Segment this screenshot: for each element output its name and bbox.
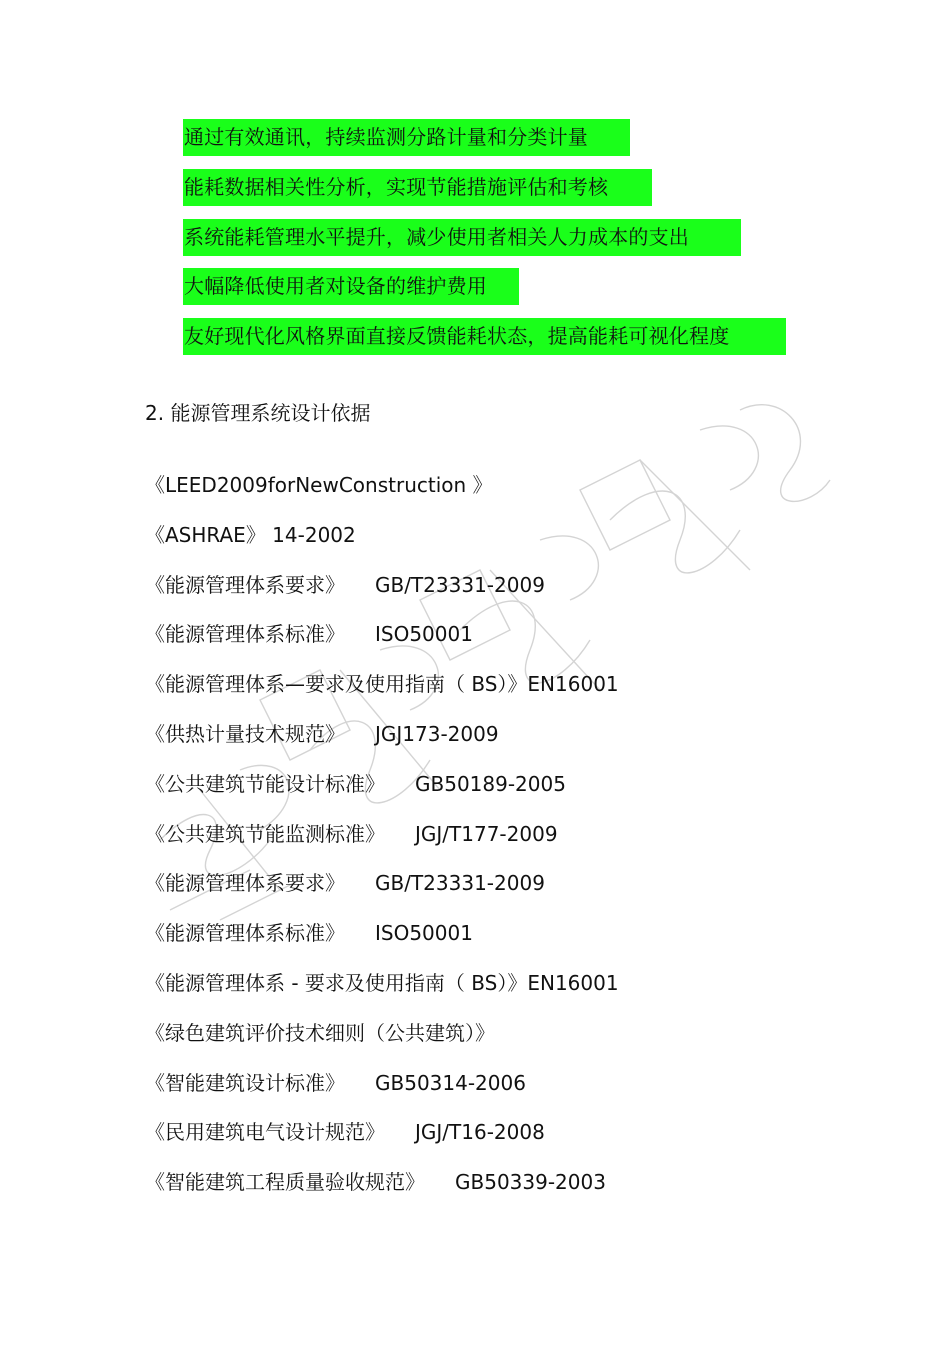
reference-item: 《智能建筑设计标准》 GB50314-2006	[145, 1068, 619, 1118]
reference-code: JGJ/T16-2008	[415, 1120, 545, 1145]
reference-code: GB50339-2003	[455, 1170, 606, 1195]
highlight-line-4: 大幅降低使用者对设备的维护费用	[183, 268, 519, 305]
reference-item: 《公共建筑节能设计标准》 GB50189-2005	[145, 769, 619, 819]
reference-list	[145, 470, 619, 1217]
highlight-line-3: 系统能耗管理水平提升，减少使用者相关人力成本的支出	[183, 219, 741, 256]
reference-item: 《供热计量技术规范》 JGJ173-2009	[145, 719, 619, 769]
reference-item: 《能源管理体系要求》 GB/T23331-2009	[145, 868, 619, 918]
reference-item: 《公共建筑节能监测标准》 JGJ/T177-2009	[145, 819, 619, 869]
reference-item: 《能源管理体系—要求及使用指南（ BS）》EN16001	[145, 672, 619, 697]
reference-code: ISO50001	[375, 622, 473, 647]
reference-item: 《民用建筑电气设计规范》 JGJ/T16-2008	[145, 1117, 619, 1167]
reference-item: 《LEED2009forNewConstruction 》	[145, 473, 493, 497]
reference-item: 《能源管理体系标准》 ISO50001	[145, 619, 619, 669]
reference-item: 《能源管理体系标准》 ISO50001	[145, 918, 619, 968]
reference-code: ISO50001	[375, 921, 473, 946]
section-heading: 2. 能源管理系统设计依据	[145, 401, 371, 425]
reference-code: GB50314-2006	[375, 1070, 526, 1095]
reference-code: GB/T23331-2009	[375, 871, 545, 896]
reference-item: 《ASHRAE》 14-2002	[145, 522, 356, 547]
reference-item: 《智能建筑工程质量验收规范》 GB50339-2003	[145, 1167, 619, 1217]
reference-code: GB50189-2005	[415, 771, 566, 796]
reference-code: JGJ173-2009	[375, 721, 499, 746]
highlight-line-2: 能耗数据相关性分析，实现节能措施评估和考核	[183, 169, 652, 206]
reference-code: JGJ/T177-2009	[415, 821, 558, 846]
highlight-line-1: 通过有效通讯，持续监测分路计量和分类计量	[183, 119, 630, 156]
reference-code: GB/T23331-2009	[375, 572, 545, 597]
highlight-line-5: 友好现代化风格界面直接反馈能耗状态，提高能耗可视化程度	[183, 318, 786, 355]
reference-item: 《能源管理体系 - 要求及使用指南（ BS）》EN16001	[145, 970, 619, 995]
reference-item: 《绿色建筑评价技术细则（公共建筑）》	[145, 1020, 495, 1045]
reference-item: 《能源管理体系要求》 GB/T23331-2009	[145, 570, 619, 620]
